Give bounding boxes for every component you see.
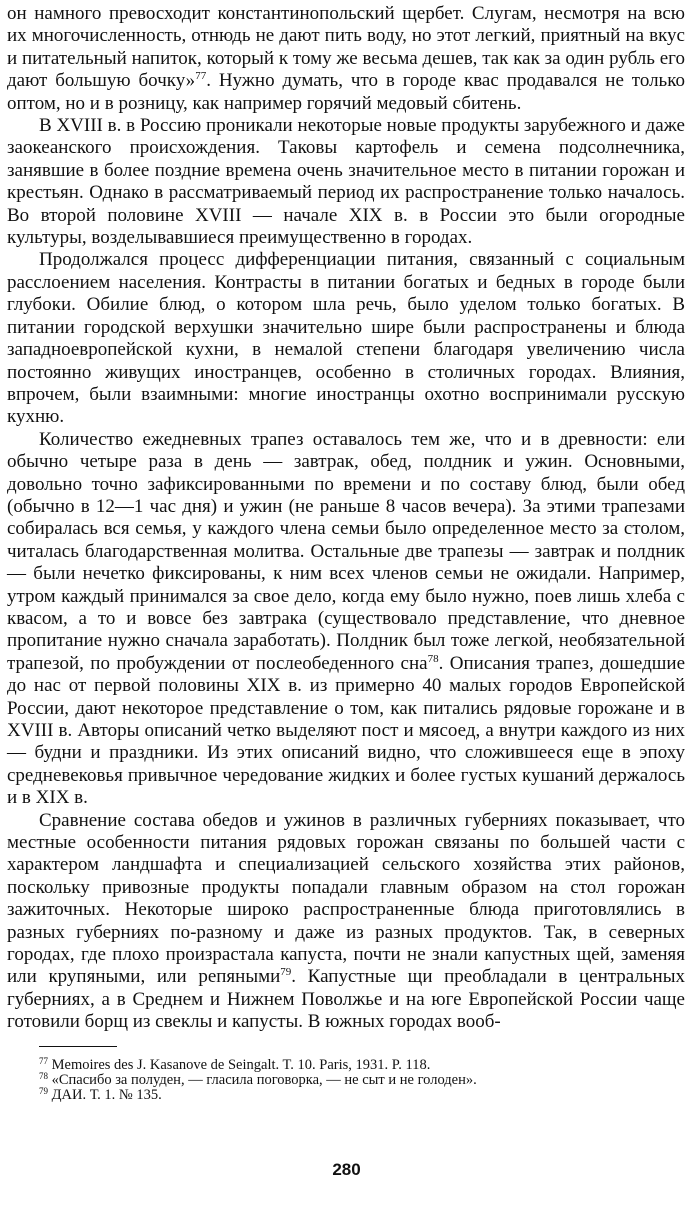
- footnote-number: 79: [39, 1085, 48, 1096]
- paragraph-text-cont: . Капустные щи преобладали в центральных губерниях, а в Среднем и Нижнем Поволжье и на юге Европейской России чаще готовили борщ из свеклы и капусты. В южных городах вооб-: [7, 966, 685, 1033]
- paragraph-text: он намного превосходит константинопольский щербет. Слугам, несмотря на всю их многочисленность, отнюдь не дают пить воду, но этот легкий, приятный на вкус и питательный напиток, который к тому же весьма дешев, так как за один рубль его дают большую бочку»: [7, 3, 685, 92]
- paragraph-text-cont: . Описания трапез, дошедшие до нас от первой половины XIX в. из примерно 40 малых городов Европейской России, дают некоторое представление о том, как питались рядовые горожане и в XVIII в. Авторы описаний четко выделяют пост и мясоед, а внутри каждого из них — будни и праздники. Из этих описаний видно, что сложившееся еще в эпоху средневековья привычное чередование жидких и более густых кушаний держалось и в XIX в.: [7, 652, 685, 809]
- footnote-ref-77: 77: [195, 70, 207, 83]
- footnote-number: 78: [39, 1070, 48, 1081]
- paragraph-4: [7, 429, 685, 810]
- footnotes: [7, 1055, 685, 1103]
- footnote-77: [39, 1055, 685, 1073]
- footnote-divider: [39, 1046, 117, 1047]
- paragraph-text-cont: . Нужно думать, что в городе квас продавался не только оптом, но и в розницу, как например горячий медовый сбитень.: [7, 70, 685, 114]
- paragraph-text: Продолжался процесс дифференциации питания, связанный с социальным расслоением населения. Контрасты в питании богатых и бедных в городе были глубоки. Обилие блюд, о котором шла речь, было уделом только богатых. В питании городской верхушки значительно шире были распространены и блюда западноевропейской кухни, в немалой степени благодаря увеличению числа постоянно живущих иностранцев, особенно в столичных городах. Влияния, впрочем, были взаимными: многие иностранцы охотно воспринимали русскую кухню.: [7, 249, 685, 428]
- footnote-ref-78: 78: [427, 652, 439, 665]
- paragraph-3: [7, 249, 685, 428]
- page-number: 280: [332, 1160, 361, 1179]
- footnote-text: ДАИ. Т. 1. № 135.: [51, 1086, 162, 1103]
- footnote-text: Memoires des J. Kasanove de Seingalt. T. 10. Paris, 1931. P. 118.: [51, 1056, 431, 1073]
- footnote-number: 77: [39, 1055, 48, 1066]
- main-text: [7, 3, 685, 1034]
- footnote-78: [39, 1070, 685, 1088]
- footnote-79: [39, 1085, 685, 1103]
- paragraph-text: Количество ежедневных трапез оставалось тем же, что и в древности: ели обычно четыре раза в день — завтрак, обед, полдник и ужин. Основными, довольно точно зафиксированными по времени и по составу блюд, были обед (обычно в 12—1 час дня) и ужин (не раньше 8 часов вечера). За этими трапезами собиралась вся семья, у каждого члена семьи было определенное место за столом, читалась благодарственная молитва. Остальные две трапезы — завтрак и полдник — были нечетко фиксированы, к ним всех членов семьи не ожидали. Например, утром каждый принимался за свое дело, когда ему было нужно, поев лишь хлеба с квасом, а то и вовсе без завтрака (существовало представление, что дневное пропитание нужно сначала заработать). Полдник был тоже легкой, необязательной трапезой, по пробуждении от послеобеденного сна: [7, 428, 685, 674]
- footnote-text: «Спасибо за полуден, — гласила поговорка, — не сыт и не голоден».: [51, 1071, 477, 1088]
- paragraph-text: В XVIII в. в Россию проникали некоторые новые продукты зарубежного и даже заокеанского происхождения. Таковы картофель и семена подсолнечника, занявшие в более поздние времена очень значительное место в питании горожан и крестьян. Однако в рассматриваемый период их распространение только началось. Во второй половине XVIII — начале XIX в. в России это были огородные культуры, возделывавшиеся преимущественно в городах.: [7, 115, 685, 249]
- footnote-ref-79: 79: [280, 966, 292, 979]
- paragraph-1: [7, 3, 685, 115]
- paragraph-text: Сравнение состава обедов и ужинов в различных губерниях показывает, что местные особенности питания рядовых горожан связаны по большей части с характером ландшафта и специализацией сельского хозяйства этих районов, поскольку привозные продукты попадали главным образом на стол горожан зажиточных. Некоторые широко распространенные блюда приготовлялись в разных губерниях по-разному и даже из разных продуктов. Так, в северных городах, где плохо произрастала капуста, почти не знали капустных щей, заменяя или крупяными, или репяными: [7, 809, 685, 988]
- paragraph-2: [7, 115, 685, 249]
- paragraph-5: [7, 810, 685, 1034]
